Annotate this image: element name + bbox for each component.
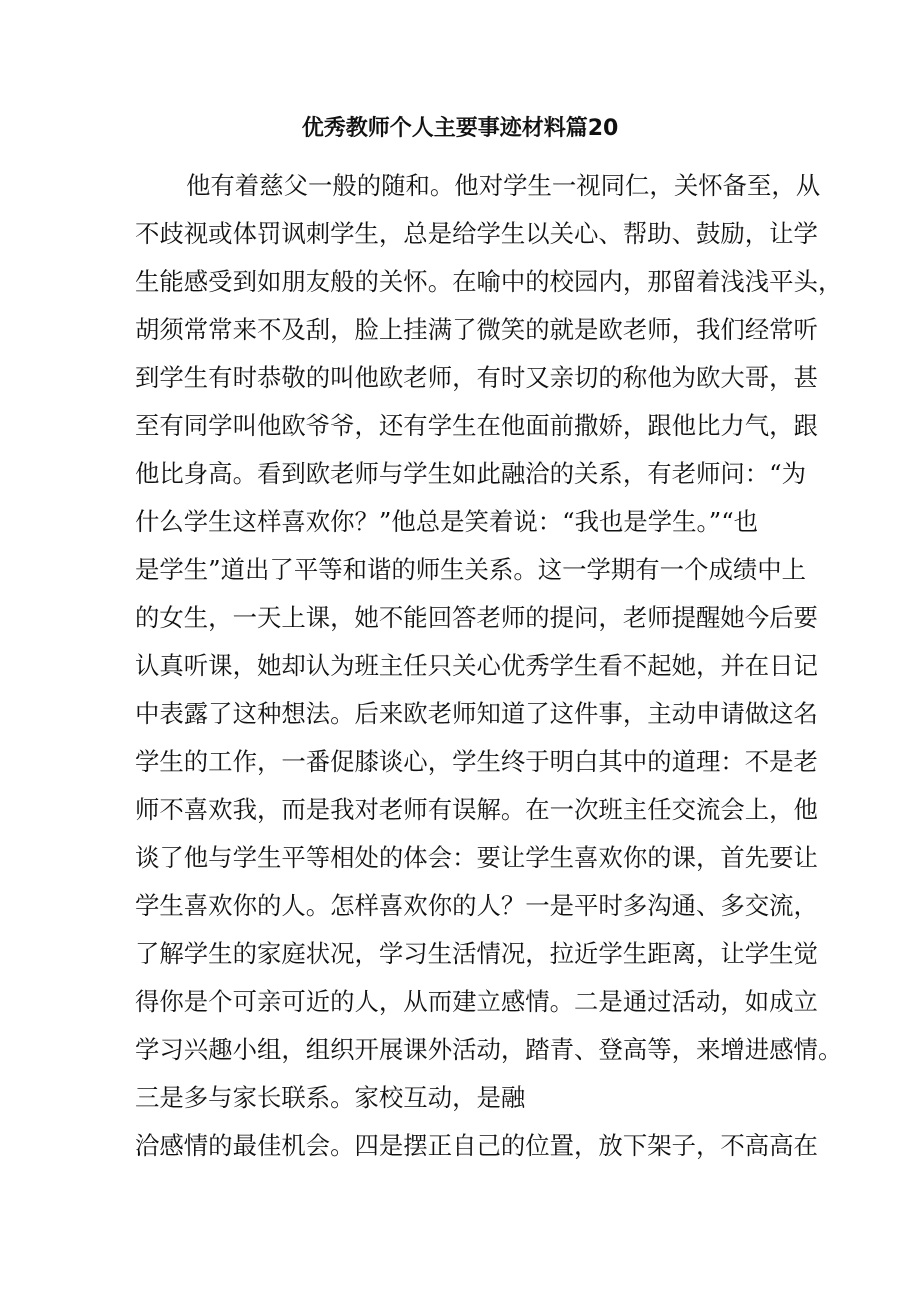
paragraph-line: 不歧视或体罚讽刺学生，总是给学生以关心、帮助、鼓励，让学 [135, 219, 818, 248]
paragraph-line: 学生喜欢你的人。怎样喜欢你的人？一是平时多沟通、多交流， [135, 891, 818, 920]
paragraph-line: 中表露了这种想法。后来欧老师知道了这件事，主动申请做这名 [135, 699, 818, 728]
paragraph-line: 生能感受到如朋友般的关怀。在喻中的校园内，那留着浅浅平头， [135, 267, 843, 296]
paragraph-line: 的女生，一天上课，她不能回答老师的提问，老师提醒她今后要 [135, 603, 818, 632]
paragraph-line: 什么学生这样喜欢你？”他总是笑着说：“我也是学生。”“也 [135, 507, 759, 536]
paragraph-line: 得你是个可亲可近的人，从而建立感情。二是通过活动，如成立 [135, 987, 818, 1016]
paragraph-line: 到学生有时恭敬的叫他欧老师，有时又亲切的称他为欧大哥，甚 [135, 363, 818, 392]
paragraph-line: 三是多与家长联系。家校互动，是融 [135, 1083, 526, 1112]
paragraph-line: 了解学生的家庭状况，学习生活情况，拉近学生距离，让学生觉 [135, 939, 818, 968]
paragraph-line: 至有同学叫他欧爷爷，还有学生在他面前撒娇，跟他比力气，跟 [135, 411, 818, 440]
paragraph-line: 学习兴趣小组，组织开展课外活动，踏青、登高等，来增进感情。 [135, 1035, 843, 1064]
paragraph-line: 胡须常常来不及刮，脸上挂满了微笑的就是欧老师，我们经常听 [135, 315, 818, 344]
paragraph-line: 他有着慈父一般的随和。他对学生一视同仁，关怀备至，从 [186, 171, 821, 200]
paragraph-line: 是学生”道出了平等和谐的师生关系。这一学期有一个成绩中上 [135, 555, 807, 584]
paragraph-line: 谈了他与学生平等相处的体会：要让学生喜欢你的课，首先要让 [135, 843, 818, 872]
paragraph-line: 学生的工作，一番促膝谈心，学生终于明白其中的道理：不是老 [135, 747, 818, 776]
paragraph-line: 认真听课，她却认为班主任只关心优秀学生看不起她，并在日记 [135, 651, 818, 680]
paragraph-line: 洽感情的最佳机会。四是摆正自己的位置，放下架子，不高高在 [135, 1131, 818, 1160]
paragraph-line: 他比身高。看到欧老师与学生如此融洽的关系，有老师问：“为 [135, 459, 807, 488]
document-title: 优秀教师个人主要事迹材料篇20 [301, 116, 619, 141]
paragraph-line: 师不喜欢我，而是我对老师有误解。在一次班主任交流会上，他 [135, 795, 818, 824]
document-body [135, 162, 843, 1170]
